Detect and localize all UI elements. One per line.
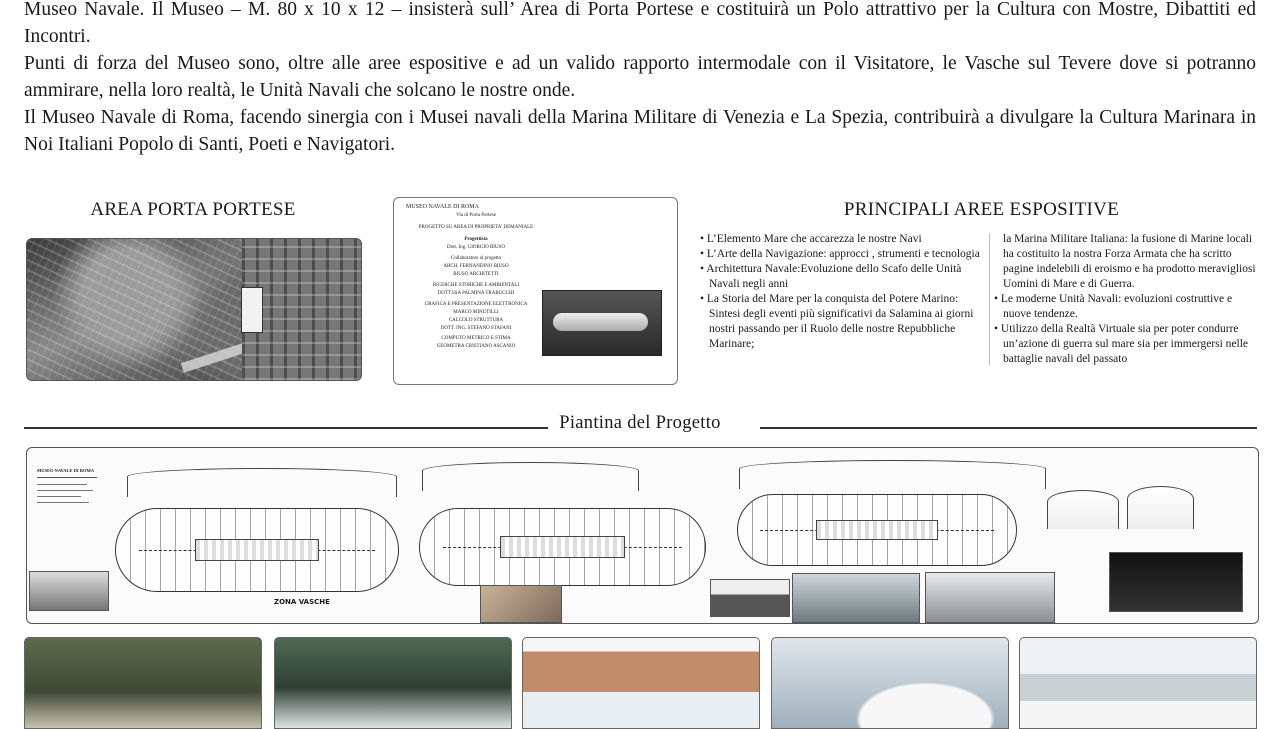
aree-item: la Marina Militare Italiana: la fusione di Marine locali ha costituito la nostra Forza Armata che ha scritto pagine indelebili di eroismo e ha prodotto meravigliosi Uomini di Mare e di Guerra. [1003,233,1256,290]
plan-tank-2 [419,508,706,586]
credits-collab-label: Collaboratore al progetto [450,256,502,261]
aree-item: • L’Elemento Mare che accarezza le nostre Navi [700,233,922,245]
aree-list-left [700,232,980,352]
credits-calcolo-label: CALCOLO STRUTTURA [448,318,504,323]
plan-section-2 [422,462,639,491]
project-credits-card [393,197,678,385]
intro-text [24,0,1256,158]
intro-paragraph-3: Il Museo Navale di Roma, facendo sinergia con i Musei navali della Marina Militare di Venezia e La Spezia, contribuirà a divulgare la Cultura Marinara in Noi Italiani Popolo di Santi, Poeti e Navigatori. [24,107,1256,155]
intro-paragraph-2: Punti di forza del Museo sono, oltre alle aree espositive e ad un valido rapporto intermodale con il Visitatore, le Vasche sul Tevere dove si potranno ammirare, nella loro realtà, le Unità Navali che solcano le nostre onde. [24,53,1256,101]
aree-item: • Le moderne Unità Navali: evoluzioni costruttive e nuove tendenze. [994,293,1233,320]
plan-legend-title: MUSEO NAVALE DI ROMA [37,468,94,473]
piantina-title: Piantina del Progetto [559,413,721,433]
project-credits-text [406,204,546,351]
aree-list-right [994,232,1256,367]
credits-progettista: Dott. Ing. GIORGIO BIUSO [447,245,505,250]
credits-progettista-label: Progettista [464,237,488,242]
credits-grafica-label: GRAFICA E PRESENTAZIONE ELETTRONICA [424,302,528,307]
bottom-render-4 [771,637,1009,729]
credits-studio: BIUSO ARCHITETTI [453,272,499,277]
plan-render-thumb-1 [29,571,109,611]
intro-paragraph-1: Museo Navale. Il Museo – M. 80 x 10 x 12 – insisterà sull’ Area di Porta Portese e costituirà un Polo attrattivo per la Cultura con Mostre, Dibattiti ed Incontri. [24,0,1256,47]
bottom-render-3 [522,637,760,729]
area-porta-portese-title: AREA PORTA PORTESE [90,199,296,220]
bottom-render-1 [24,637,262,729]
aerial-site-marker [241,287,263,333]
plan-render-thumb-3 [710,579,790,617]
aree-column-divider [989,233,990,365]
credits-ricerche: DOTT.SSA PALMINA TRABUCCHI [437,291,515,296]
plan-render-thumb-5 [925,572,1055,623]
credits-ricerche-label: RICERCHE STORICHE E AMBIENTALI [432,283,520,288]
plan-section-3 [739,460,1046,489]
credits-calcolo: DOTT. ING. STEFANO STAFANI [440,326,512,331]
aerial-photo [26,238,362,381]
piantina-rule-left [24,427,548,429]
plan-elevation-2 [1127,486,1194,529]
plan-render-thumb-6 [1109,552,1243,612]
credits-computo: GEOMETRA CRISTIANO ASCANIO [436,344,516,349]
plan-render-thumb-4 [792,573,920,623]
plan-render-thumb-2 [480,585,562,623]
museum-render-thumbnail [542,290,662,356]
credits-grafica: MARCO MINUTILLI [453,310,499,315]
plan-tank-1 [115,508,399,592]
aree-item: • La Storia del Mare per la conquista del Potere Marino: Sintesi degli eventi più significativi da Salamina ai giorni nostri passando per il Ruolo delle nostre Repubbliche Marinare; [700,293,974,350]
credits-title: MUSEO NAVALE DI ROMA [406,204,479,210]
plan-section-1 [127,468,397,497]
aree-item: • Utilizzo della Realtà Virtuale sia per poter condurre un’azione di guerra sul mare sia per immergersi nelle battaglie navali del passato [994,323,1249,365]
credits-computo-label: COMPUTO METRICO E STIMA [441,336,511,341]
principali-aree-title: PRINCIPALI AREE ESPOSITIVE [843,199,1120,220]
project-plan-drawing [26,447,1259,624]
plan-elevation-1 [1047,490,1119,529]
aree-item: • L’Arte della Navigazione: approcci , strumenti e tecnologia [700,248,980,260]
plan-legend [37,468,117,504]
museum-building-shape [553,313,648,331]
credits-project: PROGETTO SU AREA DI PROPRIETA' DEMANIALE [418,225,534,230]
aree-item: • Architettura Navale:Evoluzione dello Scafo delle Unità Navali negli anni [700,263,962,290]
credits-subtitle: Via di Porta Portese [456,213,496,218]
plan-tank-3 [737,494,1017,566]
credits-collab: ARCH. FERNANDINO BIUSO [443,264,509,269]
plan-zona-label: ZONA VASCHE [274,598,330,606]
piantina-rule-right [760,427,1257,429]
bottom-render-5 [1019,637,1257,729]
bottom-render-2 [274,637,512,729]
